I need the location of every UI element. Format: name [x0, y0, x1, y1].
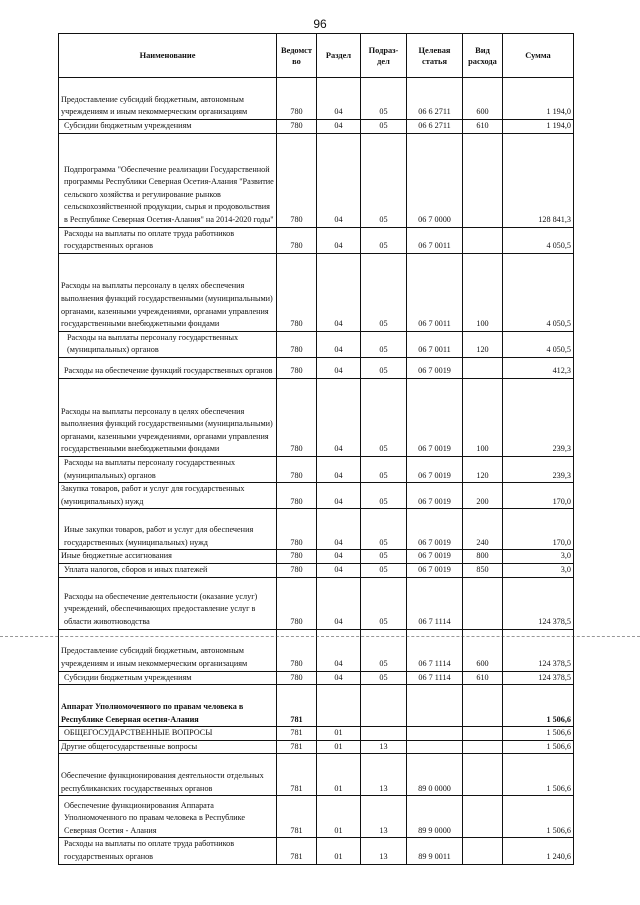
row-podrazdel [361, 685, 407, 727]
row-target: 89 9 0011 [407, 838, 463, 864]
row-name: Иные бюджетные ассигнования [59, 550, 277, 564]
table-row [59, 796, 574, 838]
row-name: Подпрограмма "Обеспечение реализации Государственной программы Республики Северная Осетия-Алания "Развитие сельского хозяйства и регулирование рынков сельскохозяйственной продукции, сырья и продовольствия в Республике Северная Осетия-Алания" на 2014-2020 годы" [59, 133, 277, 227]
table-row [59, 550, 574, 564]
table-row [59, 671, 574, 685]
row-vid [463, 577, 503, 629]
table-row [59, 253, 574, 331]
row-summa: 1 506,6 [503, 685, 574, 727]
row-name: Расходы на выплаты персоналу в целях обеспечения выполнения функций государственными (муниципальными) органами, казенными учреждениями, органами управления государственными внебюджетными фондами [59, 378, 277, 456]
row-vid: 200 [463, 483, 503, 509]
row-vedomstvo: 780 [277, 577, 317, 629]
row-vedomstvo: 781 [277, 796, 317, 838]
row-podrazdel: 05 [361, 133, 407, 227]
row-vid: 610 [463, 671, 503, 685]
row-vedomstvo: 781 [277, 685, 317, 727]
row-podrazdel: 05 [361, 550, 407, 564]
row-podrazdel: 05 [361, 563, 407, 577]
row-target: 06 7 1114 [407, 577, 463, 629]
row-vedomstvo: 780 [277, 120, 317, 134]
row-vid [463, 685, 503, 727]
page-number: 96 [313, 17, 327, 31]
row-podrazdel: 05 [361, 456, 407, 482]
row-podrazdel: 05 [361, 671, 407, 685]
row-summa: 4 050,5 [503, 331, 574, 357]
row-razdel: 04 [317, 483, 361, 509]
header-podrazdel: Подраз-дел [361, 34, 407, 78]
row-vedomstvo: 781 [277, 754, 317, 796]
row-razdel: 04 [317, 120, 361, 134]
row-podrazdel: 05 [361, 629, 407, 671]
row-vid: 800 [463, 550, 503, 564]
table-row [59, 120, 574, 134]
row-razdel: 04 [317, 378, 361, 456]
table-row [59, 838, 574, 864]
row-razdel: 04 [317, 629, 361, 671]
row-summa: 1 240,6 [503, 838, 574, 864]
row-summa: 239,3 [503, 378, 574, 456]
row-vedomstvo: 780 [277, 550, 317, 564]
row-razdel: 04 [317, 671, 361, 685]
row-name: Расходы на выплаты персоналу государственных (муниципальных) органов [59, 456, 277, 482]
row-summa: 3,0 [503, 550, 574, 564]
row-summa: 1 194,0 [503, 78, 574, 120]
row-target: 06 7 0019 [407, 456, 463, 482]
header-vedomstvo: Ведомст во [277, 34, 317, 78]
row-target: 06 7 0011 [407, 331, 463, 357]
row-target: 89 9 0000 [407, 796, 463, 838]
row-name: ОБЩЕГОСУДАРСТВЕННЫЕ ВОПРОСЫ [59, 727, 277, 741]
row-summa: 170,0 [503, 509, 574, 550]
row-podrazdel: 13 [361, 740, 407, 754]
table-row [59, 509, 574, 550]
row-name: Расходы на выплаты по оплате труда работников государственных органов [59, 838, 277, 864]
table-header-row [59, 34, 574, 78]
table-row [59, 685, 574, 727]
row-razdel: 04 [317, 133, 361, 227]
row-podrazdel: 05 [361, 331, 407, 357]
row-razdel: 04 [317, 550, 361, 564]
row-podrazdel: 13 [361, 754, 407, 796]
row-summa: 1 506,6 [503, 740, 574, 754]
row-podrazdel: 05 [361, 120, 407, 134]
row-name: Предоставление субсидий бюджетным, автономным учреждениям и иным некоммерческим организациям [59, 629, 277, 671]
row-target [407, 685, 463, 727]
row-target [407, 727, 463, 741]
row-vid: 240 [463, 509, 503, 550]
row-name: Расходы на выплаты персоналу государственных (муниципальных) органов [59, 331, 277, 357]
row-target: 06 7 0019 [407, 483, 463, 509]
budget-table [58, 33, 574, 865]
table-row [59, 577, 574, 629]
row-summa: 124 378,5 [503, 629, 574, 671]
row-podrazdel: 05 [361, 78, 407, 120]
row-name: Обеспечение функционирования Аппарата Уполномоченного по правам человека в Республике Северная Осетия - Алания [59, 796, 277, 838]
row-name: Субсидии бюджетным учреждениям [59, 120, 277, 134]
row-vedomstvo: 780 [277, 456, 317, 482]
row-podrazdel: 05 [361, 253, 407, 331]
row-vedomstvo: 780 [277, 483, 317, 509]
row-vedomstvo: 780 [277, 227, 317, 253]
row-vid: 610 [463, 120, 503, 134]
row-target: 06 7 0000 [407, 133, 463, 227]
row-vedomstvo: 781 [277, 838, 317, 864]
row-target: 06 7 0019 [407, 563, 463, 577]
row-target: 06 6 2711 [407, 78, 463, 120]
header-target: Целевая статья [407, 34, 463, 78]
row-vedomstvo: 780 [277, 509, 317, 550]
row-razdel: 04 [317, 456, 361, 482]
table-row [59, 740, 574, 754]
row-vedomstvo: 780 [277, 378, 317, 456]
row-vedomstvo: 780 [277, 331, 317, 357]
row-summa: 128 841,3 [503, 133, 574, 227]
row-vid [463, 133, 503, 227]
row-target: 06 7 0019 [407, 550, 463, 564]
row-podrazdel: 05 [361, 483, 407, 509]
row-podrazdel: 05 [361, 509, 407, 550]
row-razdel: 04 [317, 331, 361, 357]
row-vedomstvo: 780 [277, 253, 317, 331]
row-razdel: 04 [317, 563, 361, 577]
row-target: 06 7 0019 [407, 509, 463, 550]
row-vid [463, 227, 503, 253]
row-summa: 4 050,5 [503, 253, 574, 331]
row-summa: 124 378,5 [503, 671, 574, 685]
row-summa: 1 506,6 [503, 727, 574, 741]
row-target: 06 7 0011 [407, 253, 463, 331]
row-razdel: 01 [317, 838, 361, 864]
row-razdel: 01 [317, 740, 361, 754]
row-vid: 120 [463, 331, 503, 357]
header-vid: Вид расхода [463, 34, 503, 78]
row-name: Иные закупки товаров, работ и услуг для обеспечения государственных (муниципальных) нужд [59, 509, 277, 550]
row-name: Расходы на обеспечение деятельности (оказание услуг) учреждений, обеспечивающих предоставление услуг в области животноводства [59, 577, 277, 629]
row-vid: 100 [463, 253, 503, 331]
row-razdel: 04 [317, 577, 361, 629]
row-vedomstvo: 780 [277, 563, 317, 577]
row-podrazdel: 13 [361, 838, 407, 864]
row-summa: 1 506,6 [503, 796, 574, 838]
row-summa: 170,0 [503, 483, 574, 509]
row-vedomstvo: 780 [277, 629, 317, 671]
table-row [59, 227, 574, 253]
row-summa: 124 378,5 [503, 577, 574, 629]
table-row [59, 357, 574, 378]
row-name: Закупка товаров, работ и услуг для государственных (муниципальных) нужд [59, 483, 277, 509]
row-summa: 239,3 [503, 456, 574, 482]
row-name: Другие общегосударственные вопросы [59, 740, 277, 754]
table-row [59, 331, 574, 357]
row-vid [463, 740, 503, 754]
row-target: 06 7 0011 [407, 227, 463, 253]
row-vid: 100 [463, 378, 503, 456]
table-row [59, 727, 574, 741]
row-podrazdel [361, 727, 407, 741]
table-row [59, 456, 574, 482]
row-razdel: 04 [317, 227, 361, 253]
row-vid: 120 [463, 456, 503, 482]
row-target: 06 6 2711 [407, 120, 463, 134]
table-row [59, 563, 574, 577]
row-podrazdel: 05 [361, 357, 407, 378]
row-razdel: 04 [317, 509, 361, 550]
row-razdel: 04 [317, 253, 361, 331]
row-vedomstvo: 780 [277, 133, 317, 227]
row-name: Предоставление субсидий бюджетным, автономным учреждениям и иным некоммерческим организациям [59, 78, 277, 120]
row-razdel: 01 [317, 754, 361, 796]
row-target [407, 740, 463, 754]
row-vid: 850 [463, 563, 503, 577]
row-vedomstvo: 781 [277, 727, 317, 741]
row-podrazdel: 05 [361, 378, 407, 456]
row-summa: 412,3 [503, 357, 574, 378]
header-name: Наименование [59, 34, 277, 78]
row-vid [463, 727, 503, 741]
row-name: Обеспечение функционирования деятельности отдельных республиканских государственных органов [59, 754, 277, 796]
row-name: Расходы на обеспечение функций государственных органов [59, 357, 277, 378]
row-vedomstvo: 780 [277, 357, 317, 378]
row-name: Аппарат Уполномоченного по правам человека в Республике Северная осетия-Алания [59, 685, 277, 727]
row-vedomstvo: 780 [277, 671, 317, 685]
row-razdel [317, 685, 361, 727]
table-row [59, 483, 574, 509]
row-name: Расходы на выплаты по оплате труда работников государственных органов [59, 227, 277, 253]
header-razdel: Раздел [317, 34, 361, 78]
row-vid [463, 838, 503, 864]
row-vedomstvo: 781 [277, 740, 317, 754]
row-vid [463, 357, 503, 378]
row-razdel: 04 [317, 78, 361, 120]
row-target: 06 7 0019 [407, 378, 463, 456]
table-row [59, 78, 574, 120]
row-summa: 1 194,0 [503, 120, 574, 134]
row-vid: 600 [463, 629, 503, 671]
row-summa: 1 506,6 [503, 754, 574, 796]
row-razdel: 01 [317, 796, 361, 838]
row-name: Уплата налогов, сборов и иных платежей [59, 563, 277, 577]
table-row [59, 378, 574, 456]
row-target: 06 7 0019 [407, 357, 463, 378]
row-podrazdel: 13 [361, 796, 407, 838]
header-summa: Сумма [503, 34, 574, 78]
row-name: Расходы на выплаты персоналу в целях обеспечения выполнения функций государственными (муниципальными) органами, казенными учреждениями, органами управления государственными внебюджетными фондами [59, 253, 277, 331]
row-podrazdel: 05 [361, 227, 407, 253]
row-vid [463, 754, 503, 796]
row-podrazdel: 05 [361, 577, 407, 629]
row-vid: 600 [463, 78, 503, 120]
row-razdel: 01 [317, 727, 361, 741]
row-target: 89 0 0000 [407, 754, 463, 796]
row-target: 06 7 1114 [407, 629, 463, 671]
fold-line [0, 636, 640, 637]
row-summa: 4 050,5 [503, 227, 574, 253]
table-row [59, 754, 574, 796]
row-vedomstvo: 780 [277, 78, 317, 120]
row-summa: 3,0 [503, 563, 574, 577]
row-razdel: 04 [317, 357, 361, 378]
row-name: Субсидии бюджетным учреждениям [59, 671, 277, 685]
table-row [59, 133, 574, 227]
row-vid [463, 796, 503, 838]
row-target: 06 7 1114 [407, 671, 463, 685]
